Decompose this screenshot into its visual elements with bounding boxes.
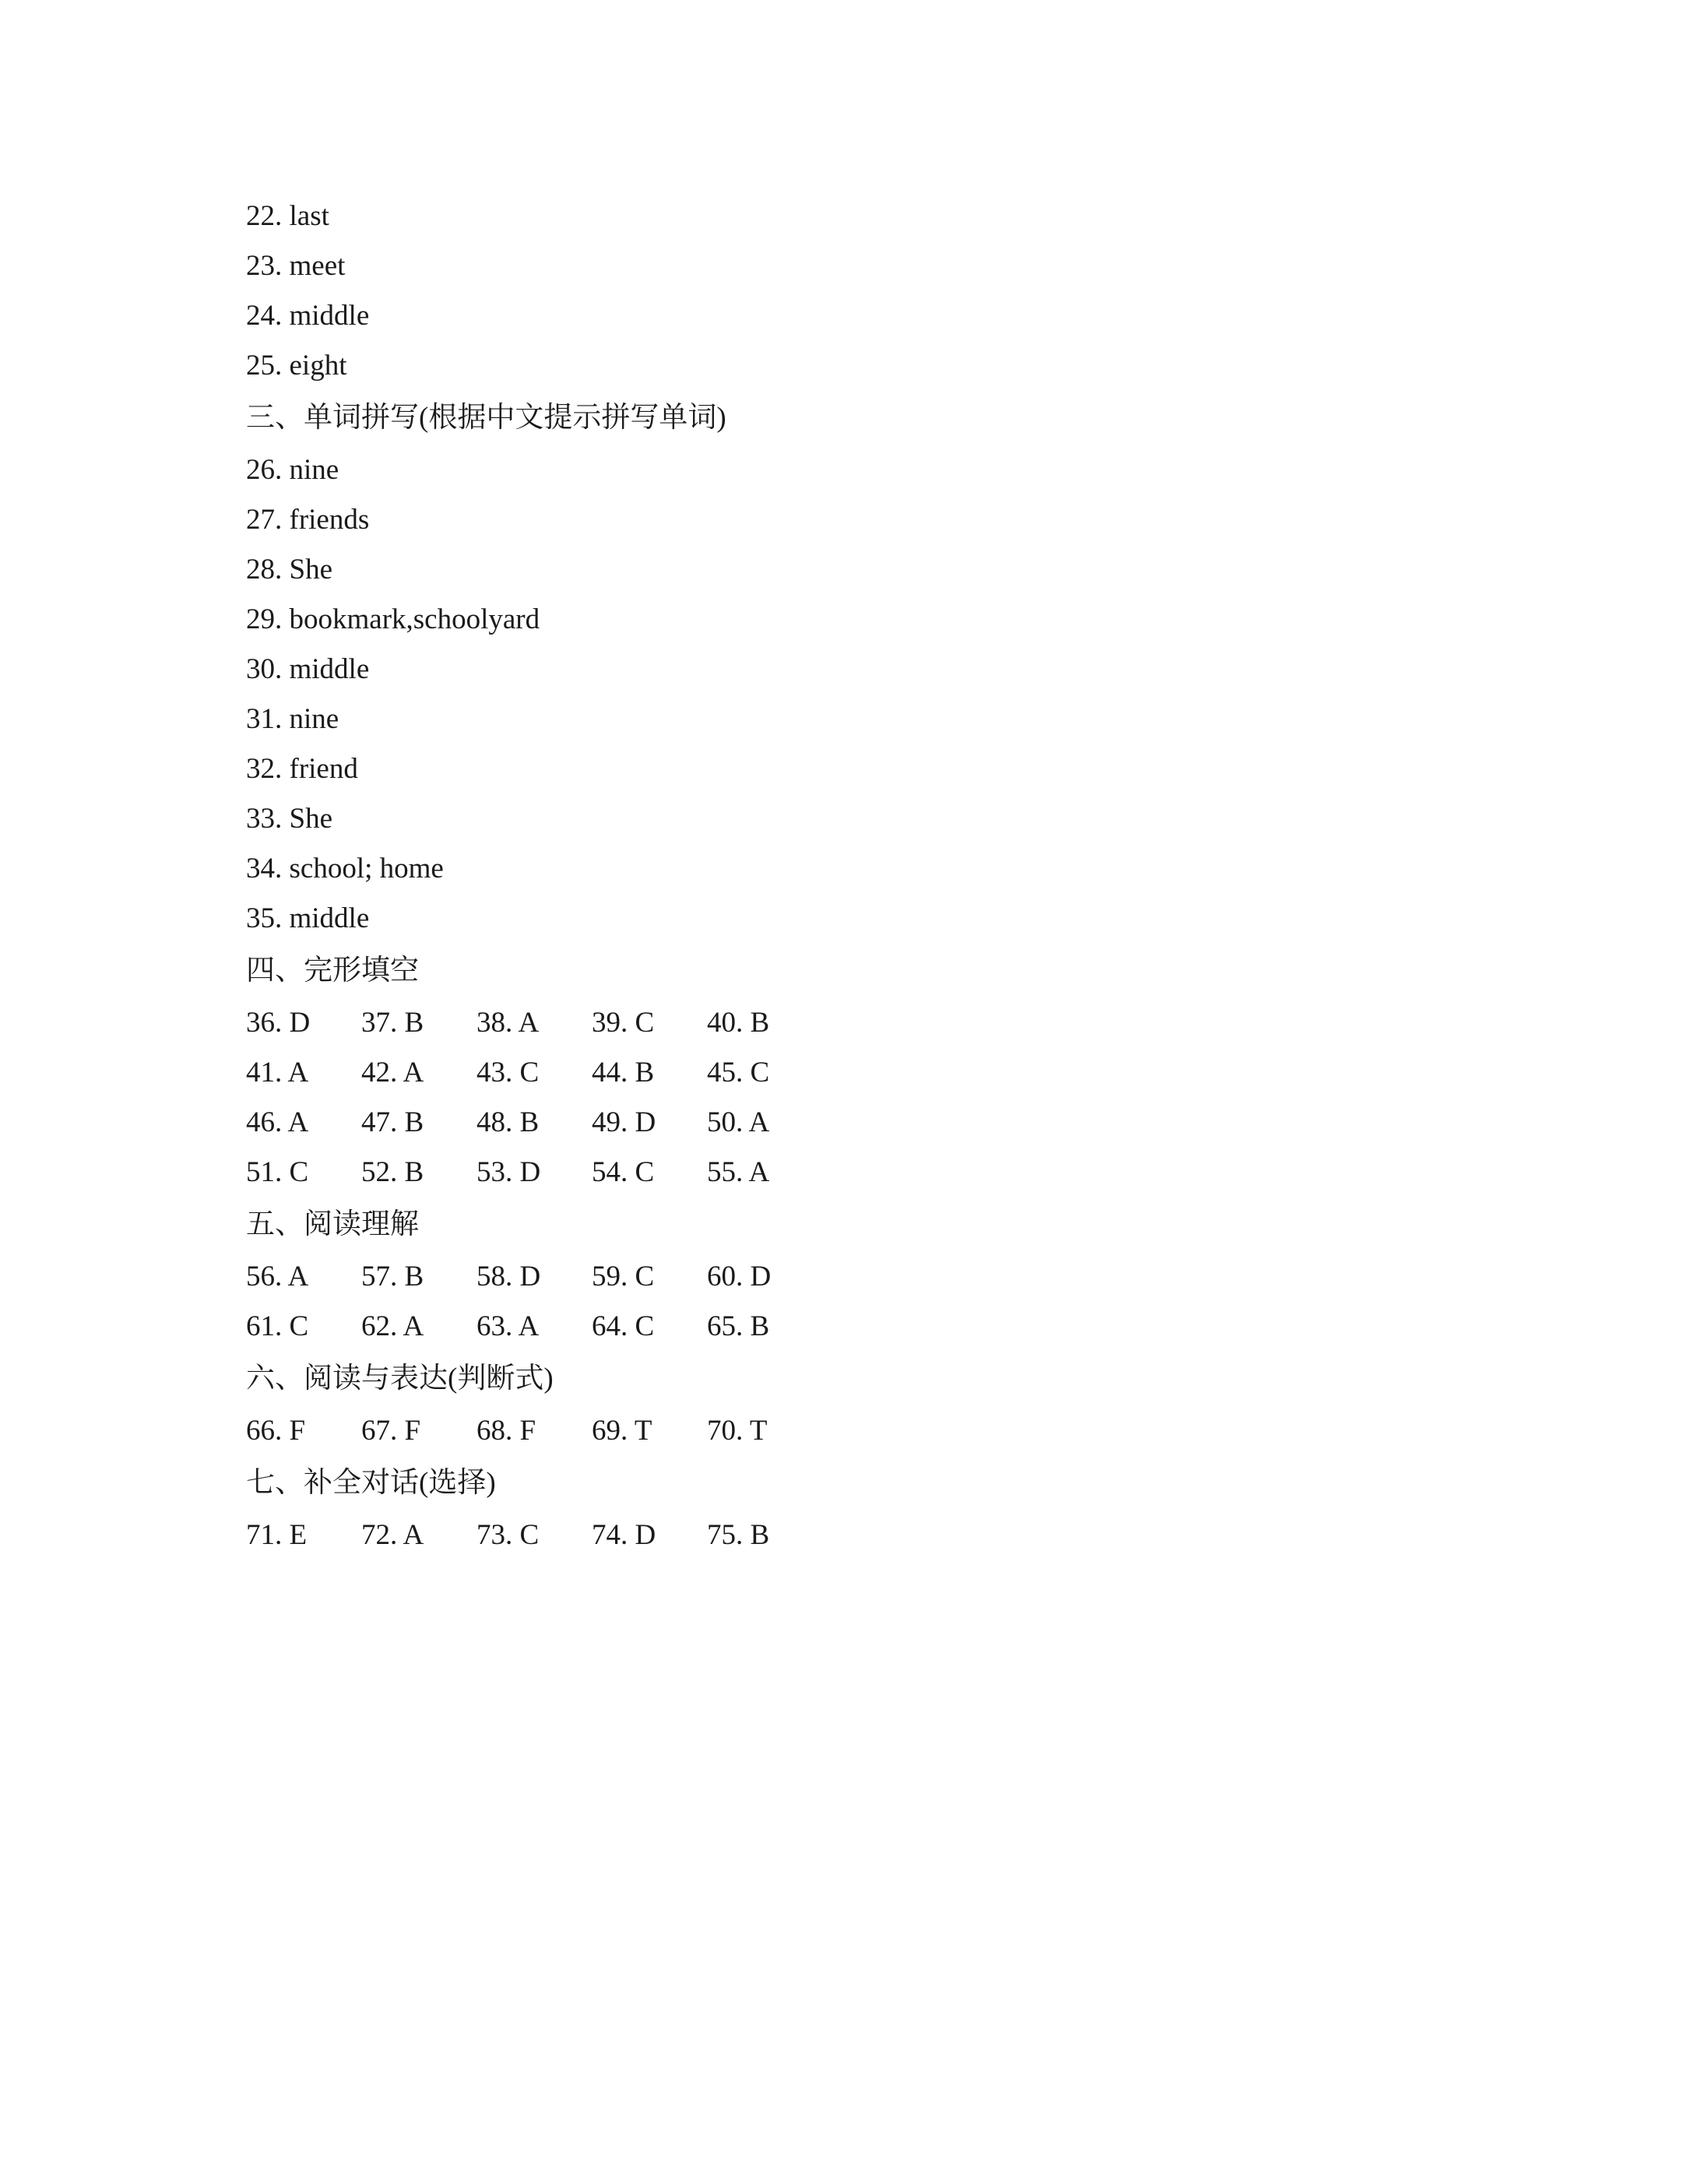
- answer-cell: 57. B: [361, 1261, 424, 1292]
- section-word-spelling: [246, 391, 1492, 944]
- answer-cell: 49. D: [592, 1106, 656, 1138]
- answer-row: [246, 1511, 1492, 1560]
- answer-row: [246, 1302, 1492, 1352]
- answer-cell: 72. A: [361, 1519, 424, 1551]
- answer-cell: 58. D: [477, 1261, 541, 1292]
- answer-cell: 65. B: [707, 1310, 770, 1342]
- answer-cell: 39. C: [592, 1007, 655, 1039]
- answer-row: [246, 1098, 1492, 1148]
- answer-item: 27. friends: [246, 504, 370, 536]
- answer-cell: 41. A: [246, 1057, 309, 1088]
- answer-cell: 54. C: [592, 1156, 655, 1188]
- answer-cell: 40. B: [707, 1007, 770, 1039]
- answer-row: [246, 1406, 1492, 1456]
- answer-cell: 56. A: [246, 1261, 309, 1292]
- answer-row: [246, 1148, 1492, 1198]
- section-cloze: [246, 944, 1492, 1198]
- answer-cell: 37. B: [361, 1007, 424, 1039]
- answer-cell: 62. A: [361, 1310, 424, 1342]
- answer-cell: 53. D: [477, 1156, 541, 1188]
- answer-item: 29. bookmark,schoolyard: [246, 603, 540, 635]
- answer-item: 32. friend: [246, 753, 358, 785]
- section-title: 四、完形填空: [246, 955, 419, 986]
- answer-cell: 44. B: [592, 1057, 655, 1088]
- answer-cell: 55. A: [707, 1156, 770, 1188]
- answer-item: 23. meet: [246, 250, 346, 282]
- answer-cell: 43. C: [477, 1057, 540, 1088]
- answer-cell: 67. F: [361, 1415, 421, 1447]
- answer-cell: 70. T: [707, 1415, 768, 1447]
- answer-item: 22. last: [246, 200, 329, 232]
- answer-cell: 64. C: [592, 1310, 655, 1342]
- answer-item: 26. nine: [246, 454, 339, 486]
- answer-cell: 61. C: [246, 1310, 309, 1342]
- section-dialogue-completion: [246, 1456, 1492, 1560]
- answer-cell: 68. F: [477, 1415, 536, 1447]
- section-title: 五、阅读理解: [246, 1208, 419, 1240]
- answer-cell: 50. A: [707, 1106, 770, 1138]
- answer-item: 25. eight: [246, 350, 347, 382]
- answer-cell: 42. A: [361, 1057, 424, 1088]
- answer-cell: 74. D: [592, 1519, 656, 1551]
- answer-row: [246, 1252, 1492, 1302]
- section-reading-comprehension: [246, 1198, 1492, 1352]
- answer-cell: 59. C: [592, 1261, 655, 1292]
- answer-cell: 38. A: [477, 1007, 540, 1039]
- answer-item: 28. She: [246, 554, 332, 586]
- answer-row: [246, 1048, 1492, 1098]
- answer-item: 34. school; home: [246, 853, 444, 885]
- answer-item: 35. middle: [246, 902, 370, 934]
- answer-cell: 47. B: [361, 1106, 424, 1138]
- answer-cell: 69. T: [592, 1415, 652, 1447]
- answers-list-a: [246, 192, 1492, 391]
- answer-cell: 46. A: [246, 1106, 309, 1138]
- answer-cell: 73. C: [477, 1519, 540, 1551]
- section-title: 三、单词拼写(根据中文提示拼写单词): [246, 402, 726, 434]
- answer-item: 33. She: [246, 803, 332, 835]
- answer-cell: 52. B: [361, 1156, 424, 1188]
- answer-cell: 66. F: [246, 1415, 306, 1447]
- answer-cell: 36. D: [246, 1007, 311, 1039]
- answer-row: [246, 998, 1492, 1048]
- answer-cell: 63. A: [477, 1310, 540, 1342]
- answer-item: 30. middle: [246, 653, 370, 685]
- section-reading-expression: [246, 1352, 1492, 1456]
- answer-cell: 60. D: [707, 1261, 772, 1292]
- answer-item: 24. middle: [246, 300, 370, 332]
- answer-cell: 48. B: [477, 1106, 540, 1138]
- answer-item: 31. nine: [246, 703, 339, 735]
- answer-cell: 75. B: [707, 1519, 770, 1551]
- answer-cell: 51. C: [246, 1156, 309, 1188]
- answer-cell: 71. E: [246, 1519, 308, 1551]
- answer-cell: 45. C: [707, 1057, 770, 1088]
- answer-key: [246, 192, 1492, 1560]
- section-title: 七、补全对话(选择): [246, 1467, 496, 1499]
- section-title: 六、阅读与表达(判断式): [246, 1363, 554, 1394]
